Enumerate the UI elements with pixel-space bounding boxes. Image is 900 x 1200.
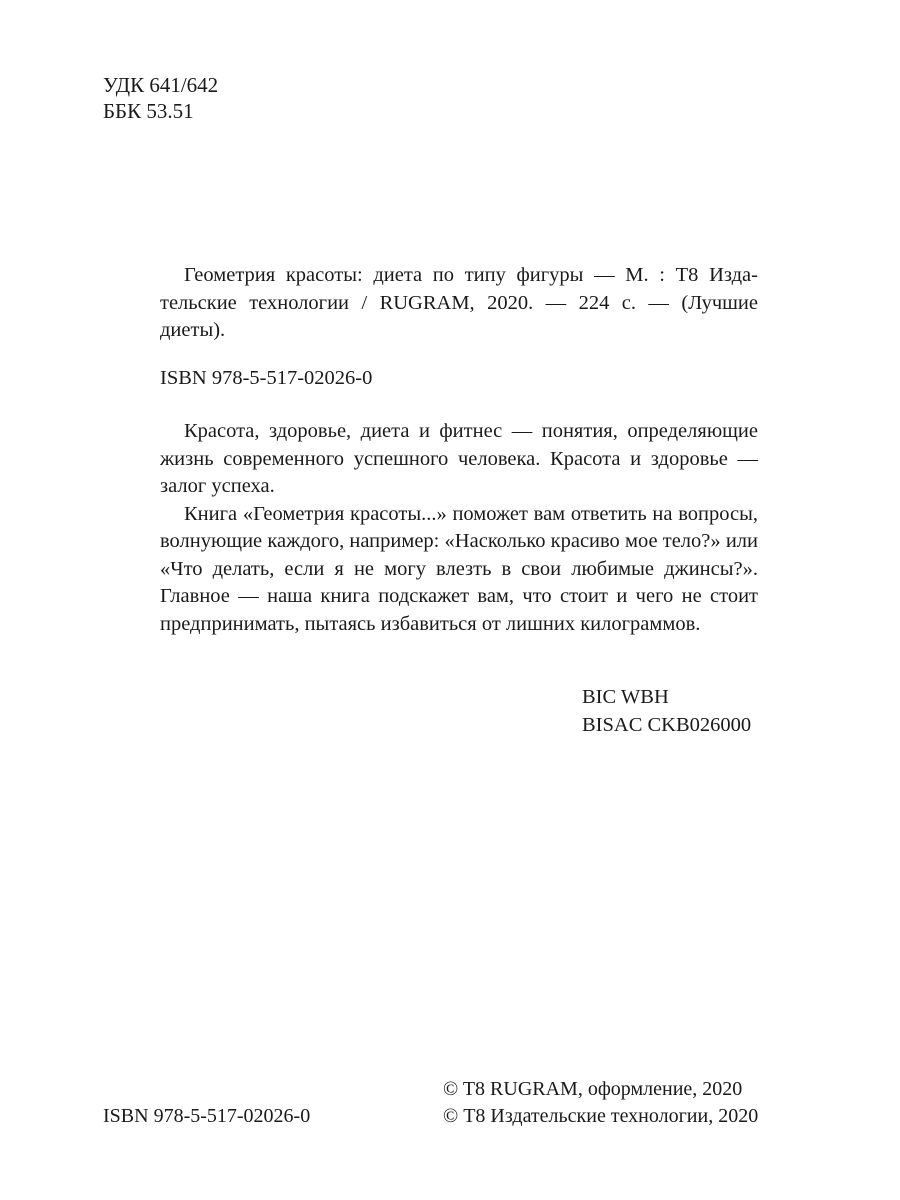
bisac-code: BISAC CKB026000	[582, 713, 752, 736]
annotation	[160, 418, 758, 638]
isbn-footer: ISBN 978-5-517-02026-0	[103, 1105, 311, 1127]
copyright-line: © Т8 Издательские технологии, 2020	[443, 1105, 759, 1127]
subject-codes	[582, 684, 751, 739]
classification-codes	[103, 72, 218, 124]
copyright-notice	[443, 1076, 758, 1130]
bic-code: BIC WBH	[582, 686, 669, 708]
bibliographic-record: Геометрия красоты: диета по типу фигуры — М. : Т8 Издательские технологии / RUGRAM, 2020. — 224 с. — (Лучшие диеты).	[160, 264, 758, 341]
annotation-paragraph: Красота, здоровье, диета и фитнес — понятия, определяющие жизнь современного успешного человека. Красота и здоровье — залог успеха.	[160, 420, 758, 497]
udk-code: УДК 641/642	[103, 73, 219, 97]
isbn-main: ISBN 978-5-517-02026-0	[160, 367, 373, 389]
copyright-line: © T8 RUGRAM, оформление, 2020	[443, 1078, 743, 1100]
annotation-paragraph: Книга «Геометрия красоты...» поможет вам ответить на вопросы, волнующие каждого, например: «Насколько красиво мое тело?» или «Что делать, если я не могу влезть в свои любимые джинсы?». Главное — наша книга подскажет вам, что стоит и чего не стоит предпринимать, пытаясь избавиться от лишних килограммов.	[160, 502, 758, 635]
bbk-code: ББК 53.51	[103, 99, 194, 123]
